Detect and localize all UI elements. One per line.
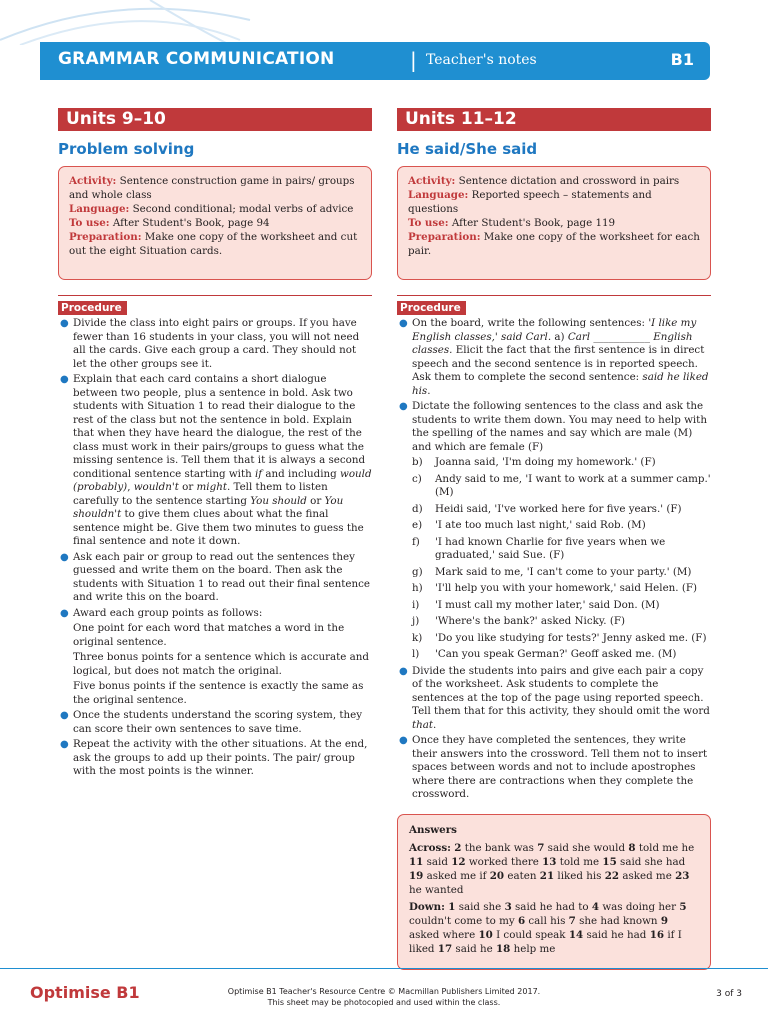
answer-text: if I liked — [409, 928, 682, 955]
example-sentence: d) Heidi said, 'I've worked here for five years.' (F) — [412, 502, 682, 515]
header-separator: | — [410, 48, 417, 72]
bullet-icon: ● — [60, 551, 69, 563]
answer-number: 2 — [454, 841, 462, 854]
answer-text: said she would — [547, 841, 626, 854]
footer-copyright: Optimise B1 Teacher's Resource Centre © Macmillan Publishers Limited 2017. This sheet may be photocopied and used within the class. — [227, 987, 541, 1007]
answer-text: said he had to — [515, 900, 589, 913]
answer-number: 21 — [539, 869, 555, 882]
info-language: Language: Second conditional; modal verbs of advice — [69, 203, 354, 215]
procedure-label: Procedure — [58, 301, 127, 315]
answer-number: 22 — [604, 869, 620, 882]
answer-number: 11 — [409, 855, 424, 868]
answer-text: said he — [455, 942, 493, 955]
scoring-rule: One point for each word that matches a word in the original sentence. — [73, 622, 345, 648]
list-item: ● Ask each pair or group to read out the sentences they guessed and write them on the board. Then ask the students with Situation 1 to read out their final sentence and write this on the board. — [60, 550, 370, 603]
answer-text: she had known — [579, 914, 658, 927]
procedure-section — [58, 295, 372, 779]
info-language: Language: Reported speech – statements and questions — [408, 189, 652, 215]
procedure-list-cont — [397, 665, 711, 802]
activity-info-box — [397, 166, 711, 280]
answer-number: 3 — [504, 900, 512, 913]
list-item: ● Once the students understand the scoring system, they can score their own sentences to save time. — [60, 709, 363, 735]
answer-number: 17 — [437, 942, 453, 955]
list-item: ● On the board, write the following sentences: 'I like my English classes,' said Carl. a) Carl ___________ English classes. Elicit the fact that the first sentence is in direct speech and the second sentence is in reported speech. Ask them to complete the second sentence: said he liked his. — [399, 317, 709, 397]
example-sentence: k) 'Do you like studying for tests?' Jenny asked me. (F) — [412, 631, 707, 644]
procedure-list-cont — [58, 709, 372, 779]
list-item: ● Award each group points as follows: — [60, 606, 263, 619]
answer-number: 13 — [542, 855, 557, 868]
bullet-icon: ● — [60, 739, 69, 750]
answer-number: 16 — [649, 928, 665, 941]
answer-number: 9 — [660, 914, 668, 927]
answer-number: 19 — [409, 869, 424, 882]
answer-number: 1 — [448, 900, 456, 913]
example-sentence: b) Joanna said, 'I'm doing my homework.' (F) — [412, 456, 656, 468]
dictation-examples — [397, 456, 711, 662]
answer-number: 6 — [517, 914, 526, 927]
answer-text: liked his — [557, 869, 602, 882]
answer-number: 8 — [628, 841, 636, 854]
header-title: GRAMMAR COMMUNICATION — [58, 49, 335, 69]
answer-text: said — [426, 855, 448, 868]
info-activity: Activity: Sentence construction game in pairs/ groups and whole class — [69, 175, 355, 201]
answers-label: Down: — [409, 900, 445, 913]
answer-text: told me he — [638, 841, 695, 854]
header-bar — [40, 42, 710, 80]
bullet-icon: ● — [60, 374, 69, 385]
header-subtitle: Teacher's notes — [426, 52, 537, 68]
answer-text: couldn't come to my — [409, 914, 515, 927]
example-sentence: c) Andy said to me, 'I want to work at a summer camp.' (M) — [412, 472, 711, 498]
bullet-icon: ● — [60, 710, 69, 721]
scoring-rule: Three bonus points for a sentence which is accurate and logical, but does not match the original. — [73, 651, 370, 677]
list-item: ● Dictate the following sentences to the class and ask the students to write them down. You may need to help with the spelling of the names and say which are male (M) and which are female (F) — [399, 400, 707, 453]
bullet-icon: ● — [399, 401, 408, 412]
answer-number: 4 — [591, 900, 600, 913]
answers-title: Answers — [409, 823, 457, 836]
answer-text: eaten — [507, 869, 537, 882]
example-sentence: g) Mark said to me, 'I can't come to your party.' (M) — [412, 565, 692, 578]
answers-label: Across: — [409, 841, 451, 854]
decorative-arcs — [0, 0, 260, 45]
answer-number: 20 — [489, 869, 505, 882]
info-preparation: Preparation: Make one copy of the worksheet for each pair. — [408, 231, 700, 257]
footer-brand: Optimise B1 — [30, 983, 140, 1002]
answer-text: asked where — [409, 928, 476, 941]
left-column — [58, 108, 372, 781]
header-level: B1 — [670, 50, 694, 69]
right-column — [397, 108, 711, 970]
bullet-icon: ● — [399, 735, 408, 746]
answer-number: 10 — [478, 928, 493, 941]
answer-text: he wanted — [409, 883, 464, 896]
answer-number: 5 — [679, 900, 687, 913]
answer-text: said she had — [620, 855, 686, 868]
answer-number: 15 — [602, 855, 617, 868]
list-item: ● Once they have completed the sentences, they write their answers into the crossword. Tell them not to insert spaces between words and not to include apostrophes where there are contractions when they complete the crossword. — [399, 734, 708, 800]
answer-text: told me — [559, 855, 600, 868]
footer-rule — [0, 968, 768, 969]
answer-number: 7 — [568, 914, 576, 927]
bullet-icon: ● — [399, 665, 408, 677]
answer-number: 12 — [451, 855, 466, 868]
example-sentence: f) 'I had known Charlie for five years when we graduated,' said Sue. (F) — [412, 535, 666, 561]
example-sentence: e) 'I ate too much last night,' said Rob. (M) — [412, 519, 646, 531]
answers-box — [397, 814, 711, 970]
answer-text: worked there — [468, 855, 539, 868]
example-sentence: l) 'Can you speak German?' Geoff asked me. (M) — [412, 648, 677, 660]
info-preparation: Preparation: Make one copy of the worksheet and cut out the eight Situation cards. — [69, 231, 358, 257]
answer-text: the bank was — [464, 841, 534, 854]
answer-number: 7 — [537, 841, 545, 854]
scoring-rule: Five bonus points if the sentence is exactly the same as the original sentence. — [73, 680, 364, 706]
answers-across — [409, 841, 700, 897]
answers-down — [409, 900, 700, 956]
activity-info-box — [58, 166, 372, 280]
example-sentence: i) 'I must call my mother later,' said Don. (M) — [412, 598, 660, 611]
answer-text: call his — [528, 914, 566, 927]
list-item: ● Explain that each card contains a short dialogue between two people, plus a sentence in bold. Ask two students with Situation 1 to read their dialogue to the rest of the class but not the sentence in bold. Explain that when they have heard the dialogue, the rest of the class must work in their pairs/groups to guess what the missing sentence is. Tell them that it is always a second conditional sentence starting with if and including would (probably), wouldn't or might. Tell them to listen carefully to the sentence starting You should or You shouldn't to give them clues about what the final sentence might be. Give them two minutes to guess the final sentence and note it down. — [60, 373, 372, 547]
unit-heading: Units 11–12 — [397, 108, 711, 131]
bullet-icon: ● — [399, 318, 408, 329]
example-sentence: j) 'Where's the bank?' asked Nicky. (F) — [412, 615, 626, 627]
list-item: ● Divide the students into pairs and give each pair a copy of the worksheet. Ask students to complete the sentences at the top of the page using reported speech. Tell them that for this activity, they should omit the word that. — [399, 664, 710, 731]
info-to-use: To use: After Student's Book, page 119 — [408, 217, 616, 229]
procedure-label: Procedure — [397, 301, 466, 315]
answer-text: said he had — [586, 928, 647, 941]
example-sentence: h) 'I'll help you with your homework,' said Helen. (F) — [412, 582, 698, 594]
answer-text: asked me — [622, 869, 672, 882]
list-item: ● Repeat the activity with the other situations. At the end, ask the groups to add up their points. The pair/ group with the most points is the winner. — [60, 738, 368, 777]
answer-text: I could speak — [496, 928, 566, 941]
answer-number: 23 — [675, 869, 690, 882]
list-item: ● Divide the class into eight pairs or groups. If you have fewer than 16 students in your class, you will not need all the cards. Give each group a card. They should not let the other groups see it. — [60, 317, 360, 370]
answer-number: 14 — [568, 928, 584, 941]
answer-number: 18 — [496, 942, 511, 955]
answer-text: asked me if — [426, 869, 487, 882]
bullet-icon: ● — [60, 607, 69, 619]
info-to-use: To use: After Student's Book, page 94 — [69, 217, 270, 229]
activity-title: Problem solving — [58, 140, 195, 158]
procedure-section — [397, 295, 711, 802]
answer-text: help me — [513, 942, 556, 955]
answer-text: said she — [458, 900, 502, 913]
procedure-list — [58, 317, 372, 620]
activity-title: He said/She said — [397, 140, 538, 158]
procedure-list — [397, 317, 711, 454]
bullet-icon: ● — [60, 318, 69, 329]
unit-heading: Units 9–10 — [58, 108, 372, 131]
answer-text: was doing her — [602, 900, 677, 913]
page-number: 3 of 3 — [716, 989, 742, 999]
info-activity: Activity: Sentence dictation and crossword in pairs — [408, 175, 680, 187]
